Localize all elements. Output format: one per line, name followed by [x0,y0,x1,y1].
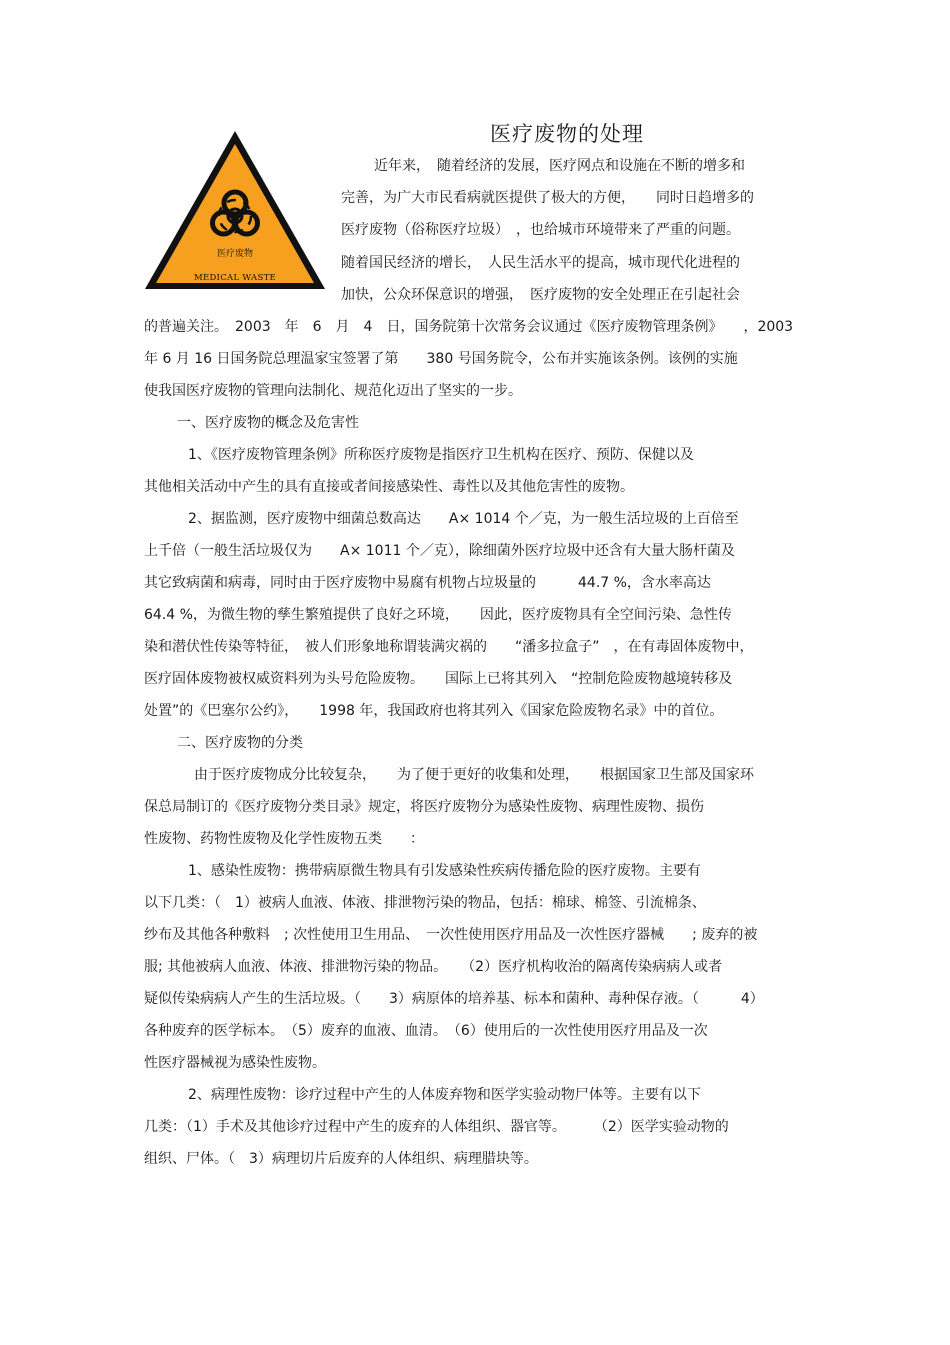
paragraph-line: 完善，为广大市民看病就医提供了极大的方便， 同时日趋增多的 [341,190,754,206]
paragraph-line: 其他相关活动中产生的具有直接或者间接感染性、毒性以及其他危害性的废物。 [144,479,634,495]
paragraph-line: 几类：（1）手术及其他诊疗过程中产生的废弃的人体组织、器官等。 （2）医学实验动物的 [144,1119,729,1135]
medical-waste-figure [142,128,328,294]
paragraph-line: 由于医疗废物成分比较复杂， 为了便于更好的收集和处理， 根据国家卫生部及国家环 [194,767,754,783]
paragraph-line: 疑似传染病病人产生的生活垃圾。（ 3）病原体的培养基、标本和菌种、毒种保存液。（ 4） [144,991,764,1007]
paragraph-line: 64.4 %，为微生物的孳生繁殖提供了良好之环境， 因此，医疗废物具有全空间污染、急性传 [144,607,732,623]
paragraph-line: 服; 其他被病人血液、体液、排泄物污染的物品。 （2）医疗机构收治的隔离传染病病人或者 [144,959,723,975]
paragraph-line: 近年来， 随着经济的发展，医疗网点和设施在不断的增多和 [374,158,745,174]
paragraph-line: 医疗废物（俗称医疗垃圾） ，也给城市环境带来了严重的问题。 [341,222,740,238]
biohazard-icon [142,128,328,294]
paragraph-line: 1、感染性废物：携带病原微生物具有引发感染性疾病传播危险的医疗废物。主要有 [188,863,701,879]
paragraph-line: 性医疗器械视为感染性废物。 [144,1055,326,1071]
paragraph-line: 年 6 月 16 日国务院总理温家宝签署了第 380 号国务院令，公布并实施该条例。该例的实施 [144,351,738,367]
paragraph-line: 其它致病菌和病毒，同时由于医疗废物中易腐有机物占垃圾量的 44.7 %，含水率高达 [144,575,711,591]
paragraph-line: 各种废弃的医学标本。 （5）废弃的血液、血清。 （6）使用后的一次性使用医疗用品及一次 [144,1023,708,1039]
paragraph-line: 医疗固体废物被权威资料列为头号危险废物。 国际上已将其列入 “控制危险废物越境转移及 [144,671,733,687]
paragraph-line: 保总局制订的《医疗废物分类目录》规定，将医疗废物分为感染性废物、病理性废物、损伤 [144,799,704,815]
paragraph-line: 2、病理性废物：诊疗过程中产生的人体废弃物和医学实验动物尸体等。主要有以下 [188,1087,701,1103]
paragraph-line: 性废物、药物性废物及化学性废物五类 ： [144,831,424,847]
page-title: 医疗废物的处理 [490,122,644,146]
paragraph-line: 2、据监测，医疗废物中细菌总数高达 A× 1014 个／克，为一般生活垃圾的上百倍至 [188,511,739,527]
paragraph-line: 上千倍（一般生活垃圾仅为 A× 1011 个／克），除细菌外医疗垃圾中还含有大量大肠杆菌及 [144,543,735,559]
paragraph-line: 以下几类：（ 1）被病人血液、体液、排泄物污染的物品，包括：棉球、棉签、引流棉条、 [144,895,706,911]
paragraph-line: 的普遍关注。 2003 年 6 月 4 日，国务院第十次常务会议通过《医疗废物管理条例》 ，2003 [144,319,794,335]
section-heading: 二、医疗废物的分类 [177,735,303,751]
figure-caption-cn: 医疗废物 [216,249,254,259]
paragraph-line: 处置”的《巴塞尔公约》， 1998 年，我国政府也将其列入《国家危险废物名录》中的首位。 [144,703,724,719]
paragraph-line: 组织、尸体。（ 3）病理切片后废弃的人体组织、病理腊块等。 [144,1151,538,1167]
paragraph-line: 1、《医疗废物管理条例》所称医疗废物是指医疗卫生机构在医疗、预防、保健以及 [188,447,694,463]
figure-caption-en: MEDICAL WASTE [193,273,277,283]
paragraph-line: 染和潜伏性传染等特征， 被人们形象地称谓装满灾祸的 “潘多拉盒子” ，在有毒固体废物中， [144,639,754,655]
paragraph-line: 纱布及其他各种敷料 ; 次性使用卫生用品、 一次性使用医疗用品及一次性医疗器械 ; 废弃的被 [144,927,758,943]
paragraph-line: 随着国民经济的增长， 人民生活水平的提高，城市现代化进程的 [341,255,740,271]
paragraph-line: 使我国医疗废物的管理向法制化、规范化迈出了坚实的一步。 [144,383,522,399]
section-heading: 一、医疗废物的概念及危害性 [177,415,359,431]
paragraph-line: 加快，公众环保意识的增强， 医疗废物的安全处理正在引起社会 [341,287,740,303]
